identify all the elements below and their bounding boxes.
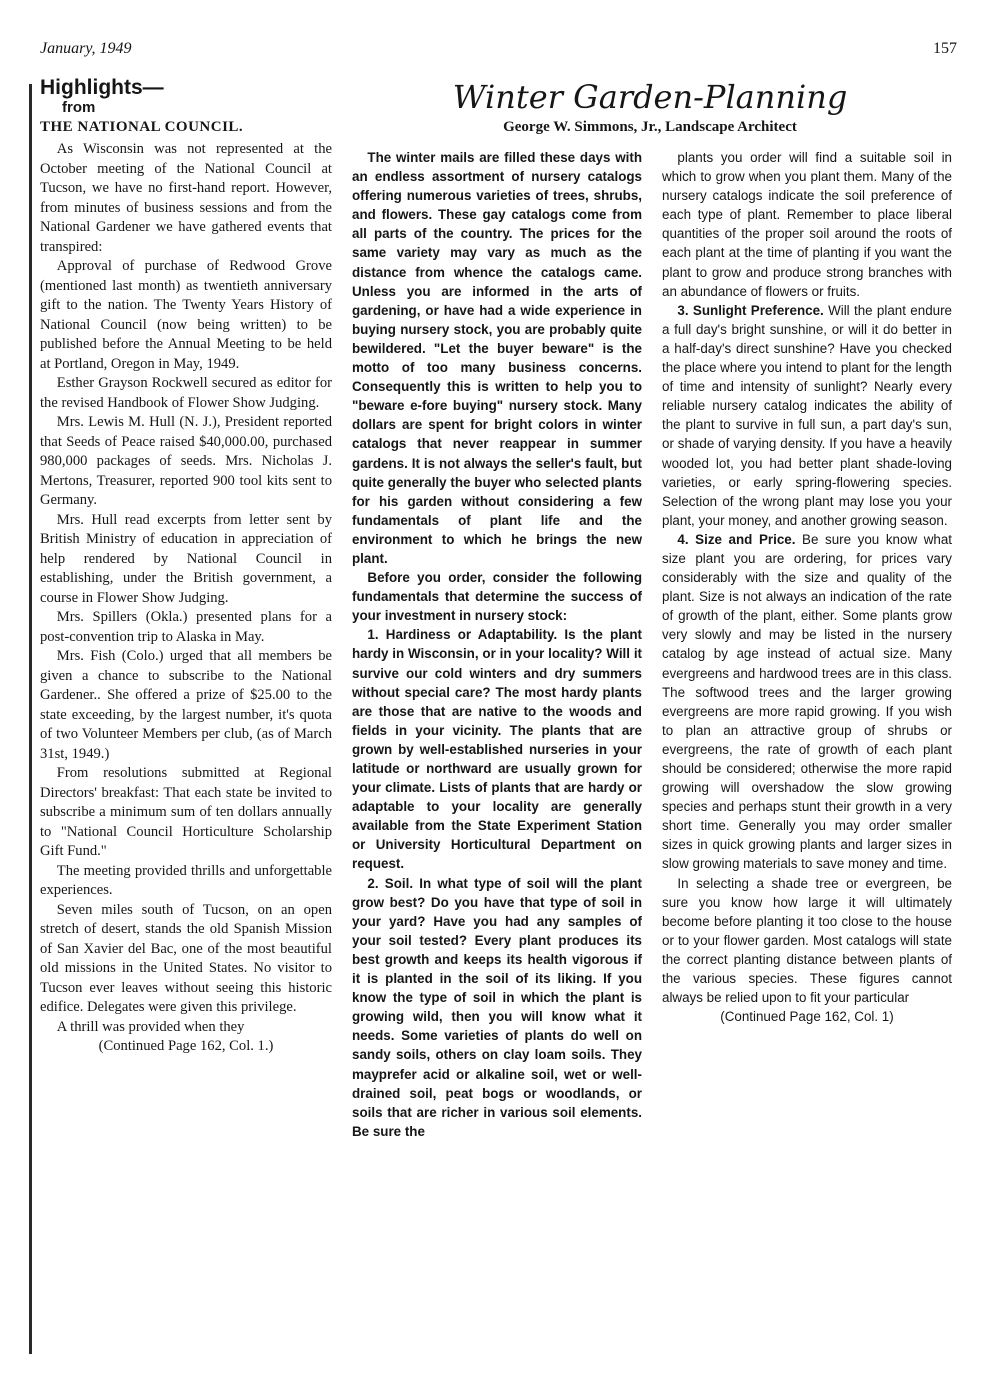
article-paragraph <box>662 874 952 1008</box>
article-paragraph <box>662 530 952 874</box>
highlights-paragraph: A thrill was provided when they <box>56 1018 245 1035</box>
paragraph-text: plants you order will find a suitable soil in which to grow when you plant them. Many of the nursery catalogs indicate the soil preference of each type of plant. Remember to place liberal quantities of the proper soil around the roots of each plant at the time of planting if you want the plant to grow and produce strong branches with an abundance of flowers or fruits. <box>662 150 952 299</box>
issue-date: January, 1949 <box>40 40 132 57</box>
section-heading: 4. Size and Price. <box>677 531 796 547</box>
highlights-body <box>40 140 332 1037</box>
highlights-column <box>40 76 332 1057</box>
page-header <box>40 40 957 62</box>
article-byline: George W. Simmons, Jr., Landscape Architect <box>503 119 797 135</box>
paragraph-text: Will the plant endure a full day's bright sunshine, or will it do better in a half-day's direct sunshine? Have you checked the place where you intend to plant for the length of time and intensity of sunlight? Nearly every reliable nursery catalog indicates the ability of the plant to survive in full sun, a part day's sun, or shade of varying density. If you have a heavily wooded lot, you had better plant shade-loving varieties, or early spring-flowering species. Selection of the wrong plant may lose you your plant, your money, and another growing season. <box>662 302 953 528</box>
highlights-paragraph: As Wisconsin was not represented at the October meeting of the National Council at Tucson, we have no first-hand report. However, from minutes of business sessions and from the National Gardener we have gathered events that transpired: <box>40 141 332 255</box>
highlights-paragraph: Seven miles south of Tucson, on an open stretch of desert, stands the old Spanish Mission of San Xavier del Bac, one of the most beautiful old missions in the United States. No visitor to Tucson ever leaves without seeing this historic edifice. Delegates were given this privilege. <box>40 901 332 1015</box>
section-heading: 3. Sunlight Preference. <box>677 302 824 318</box>
highlights-title: Highlights— <box>40 76 164 99</box>
highlights-paragraph: Mrs. Spillers (Okla.) presented plans for a post-convention trip to Alaska in May. <box>40 609 332 645</box>
paragraph-text: Is the plant hardy in Wisconsin, or in your locality? Will it survive our cold winters and dry summers without special care? The most hardy plants are those that are native to the woods and fields in your vicinity. The plants that are grown by well-established nurseries in your latitude or northward are usually grown for your climate. Lists of plants that are hardy or adaptable to your locality are generally available from the State Experiment Station or University Horticultural Department on request. <box>352 627 643 872</box>
article-paragraph <box>352 874 642 1141</box>
article-paragraph <box>352 625 642 873</box>
highlights-paragraph: From resolutions submitted at Regional Directors' breakfast: That each state be invited to subscribe a minimum sum of ten dollars annually to "National Council Horticulture Scholarship Gift Fund." <box>40 765 332 859</box>
highlights-paragraph: Mrs. Lewis M. Hull (N. J.), President reported that Seeds of Peace raised $40,000.00, purchased 980,000 packages of seeds. Mrs. Nicholas J. Mertons, Treasurer, reported 900 tool kits sent to Germany. <box>40 414 332 508</box>
paragraph-text: The winter mails are filled these days with an endless assortment of nursery catalogs offering numerous varieties of trees, shrubs, and flowers. These gay catalogs come from all parts of the country. The prices for the same variety may vary as much as the distance from whence the catalogs came. Unless you are informed in the arts of gardening, or have had a wide experience in buying nursery stock, you are probably quite bewildered. "Let the buyer beware" is the motto of too many business concerns. Consequently this is written to help you to "beware e-fore buying" nursery stock. Many dollars are spent for bright colors in winter catalogs that never reappear in summer gardens. It is not always the seller's fault, but quite generally the buyer who selected plants for his garden without considering a few fundamentals of plant life and the environment to which he brings the new plant. <box>352 150 642 566</box>
article-column-2 <box>662 148 952 1026</box>
article-paragraph <box>662 301 952 530</box>
article-continued: (Continued Page 162, Col. 1) <box>720 1009 894 1025</box>
highlights-paragraph: Mrs. Fish (Colo.) urged that all members be given a chance to subscribe to the National Gardener.. She offered a prize of $25.00 to the state exceeding, by the largest number, it's quota of two Volunteer Members per club, (as of March 31st, 1949.) <box>40 648 332 762</box>
paragraph-text: In what type of soil will the plant grow best? Do you have that type of soil in your yard? Have you had any samples of your soil tested? Every plant produces its best growth and keeps its health vigorous if it is planted in the soil of its liking. If you know the type of soil in which the plant is growing wild, then you will know what it needs. Some varieties of plants do well on sandy soils, others on clay loam soils. They mayprefer acid or alkaline soil, wet or well-drained soil, peat bogs or woodlands, or soils that are richer in various soil elements. Be sure the <box>352 875 642 1139</box>
page-binding-edge <box>29 84 32 1354</box>
section-heading: 2. Soil. <box>367 875 414 891</box>
highlights-paragraph: Approval of purchase of Redwood Grove (mentioned last month) as twentieth anniversary gift to the nation. The Twenty Years History of National Council (now being written) to be published before the Annual Meeting to be held at Portland, Oregon in May, 1949. <box>40 258 332 372</box>
article-column-1 <box>352 148 642 1141</box>
highlights-from: from <box>62 99 96 116</box>
highlights-continued: (Continued Page 162, Col. 1.) <box>98 1038 274 1054</box>
page-number: 157 <box>933 40 957 57</box>
article-paragraph <box>352 568 642 625</box>
highlights-paragraph: Esther Grayson Rockwell secured as editor for the revised Handbook of Flower Show Judging. <box>40 375 332 411</box>
article-paragraph <box>352 148 642 568</box>
article-title: Winter Garden-Planning <box>452 78 848 116</box>
highlights-paragraph: The meeting provided thrills and unforgettable experiences. <box>40 862 332 898</box>
article-paragraph <box>662 148 952 301</box>
highlights-council: THE NATIONAL COUNCIL. <box>40 119 244 135</box>
highlights-paragraph: Mrs. Hull read excerpts from letter sent by British Ministry of education in appreciation of help rendered by National Council in establishing, under the British government, a course in Flower Show Judging. <box>40 511 332 606</box>
paragraph-text: In selecting a shade tree or evergreen, be sure you know how large it will ultimately become before planting it too close to the house or to your flower garden. Most catalogs will state the correct planting distance between plants of the various species. These figures cannot always be relied upon to fit your particular <box>662 875 952 1006</box>
paragraph-text: Before you order, consider the following fundamentals that determine the success of your investment in nursery stock: <box>352 570 642 624</box>
paragraph-text: Be sure you know what size plant you are ordering, for prices vary considerably with the size and quality of the plant. Size is not always an indication of the rate of growth of the plant, either. Some plants grow very slowly and may be listed in the nursery catalog by age instead of actual size. Many evergreens and hardwood trees are in this class. The softwood trees and the larger growing evergreens are more rapid growing. If you wish to plan an attractive group of shrubs or evergreens, the rate of growth of each plant should be considered; otherwise the more rapid growing will overshadow the slow growing species and perhaps stunt their growth in a very short time. Generally you may order smaller sizes in quick growing plants and larger sizes in slow growing materials to save money and time. <box>662 531 952 872</box>
section-heading: 1. Hardiness or Adaptability. <box>367 627 558 643</box>
